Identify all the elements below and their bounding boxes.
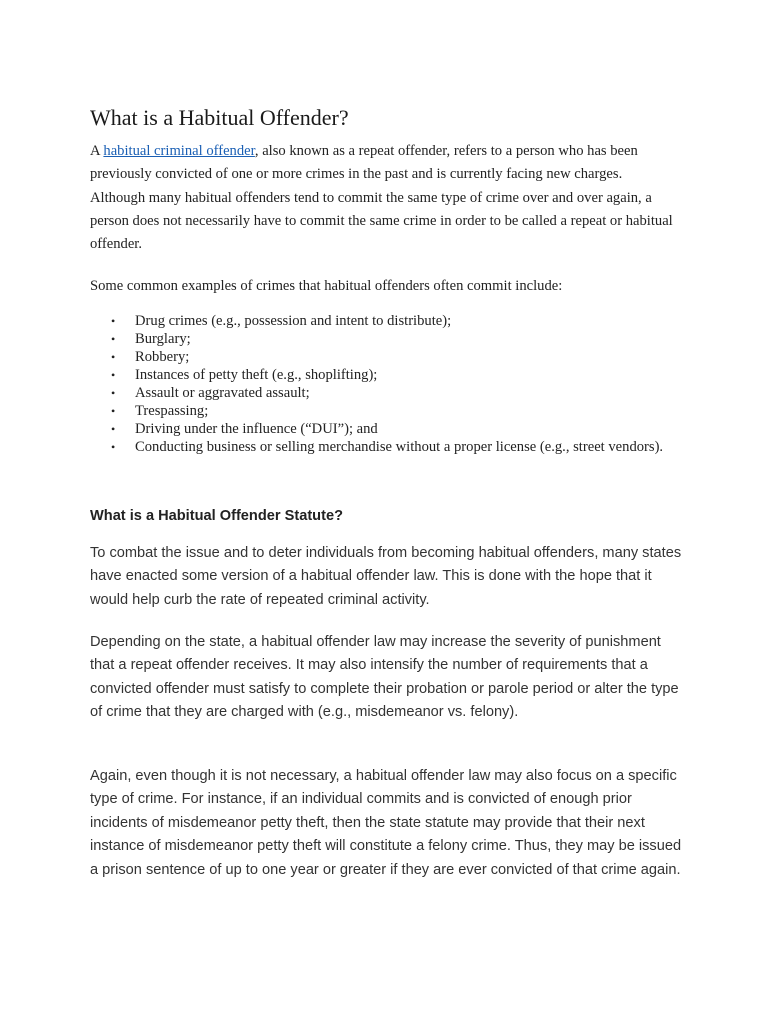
list-item: • Driving under the influence (“DUI”); and xyxy=(135,420,695,438)
intro-suffix: , also known as a repeat offender, refers to a person who has been previously convicted of one or more crimes in the past and is currently facing new charges. Although many habitual offenders tend to commit the same type of crime over and over again, a person does not necessarily have to commit the same crime in order to be called a repeat or habitual offender. xyxy=(90,143,673,253)
intro-paragraph xyxy=(90,140,680,256)
list-item: • Instances of petty theft (e.g., shoplifting); xyxy=(135,366,695,384)
statute-paragraph-1: To combat the issue and to deter individuals from becoming habitual offenders, many states have enacted some version of a habitual offender law. This is done with the hope that it would help curb the rate of repeated criminal activity. xyxy=(90,545,682,608)
list-item: • Drug crimes (e.g., possession and intent to distribute); xyxy=(135,312,695,330)
list-item: • Robbery; xyxy=(135,348,695,366)
examples-lead-paragraph: Some common examples of crimes that habitual offenders often commit include: xyxy=(90,278,563,294)
statute-heading: What is a Habitual Offender Statute? xyxy=(90,508,343,524)
list-item: • Assault or aggravated assault; xyxy=(135,384,695,402)
crimes-list xyxy=(90,312,695,456)
habitual-criminal-offender-link[interactable]: habitual criminal offender xyxy=(103,143,255,159)
intro-prefix: A xyxy=(90,143,104,159)
list-item: • Burglary; xyxy=(135,330,695,348)
statute-paragraph-3: Again, even though it is not necessary, a habitual offender law may also focus on a specific type of crime. For instance, if an individual commits and is convicted of enough prior incidents of misdemeanor petty theft, then the state statute may provide that their next instance of misdemeanor petty theft will constitute a felony crime. Thus, they may be issued a prison sentence of up to one year or greater if they are ever convicted of that crime again. xyxy=(90,768,682,878)
list-item: • Trespassing; xyxy=(135,402,695,420)
list-item: • Conducting business or selling merchandise without a proper license (e.g., street vendors). xyxy=(135,438,695,456)
statute-paragraph-2: Depending on the state, a habitual offender law may increase the severity of punishment that a repeat offender receives. It may also intensify the number of requirements that a convicted offender must satisfy to complete their probation or parole period or alter the type of crime that they are charged with (e.g., misdemeanor vs. felony). xyxy=(90,634,679,721)
page-title: What is a Habitual Offender? xyxy=(90,105,349,130)
